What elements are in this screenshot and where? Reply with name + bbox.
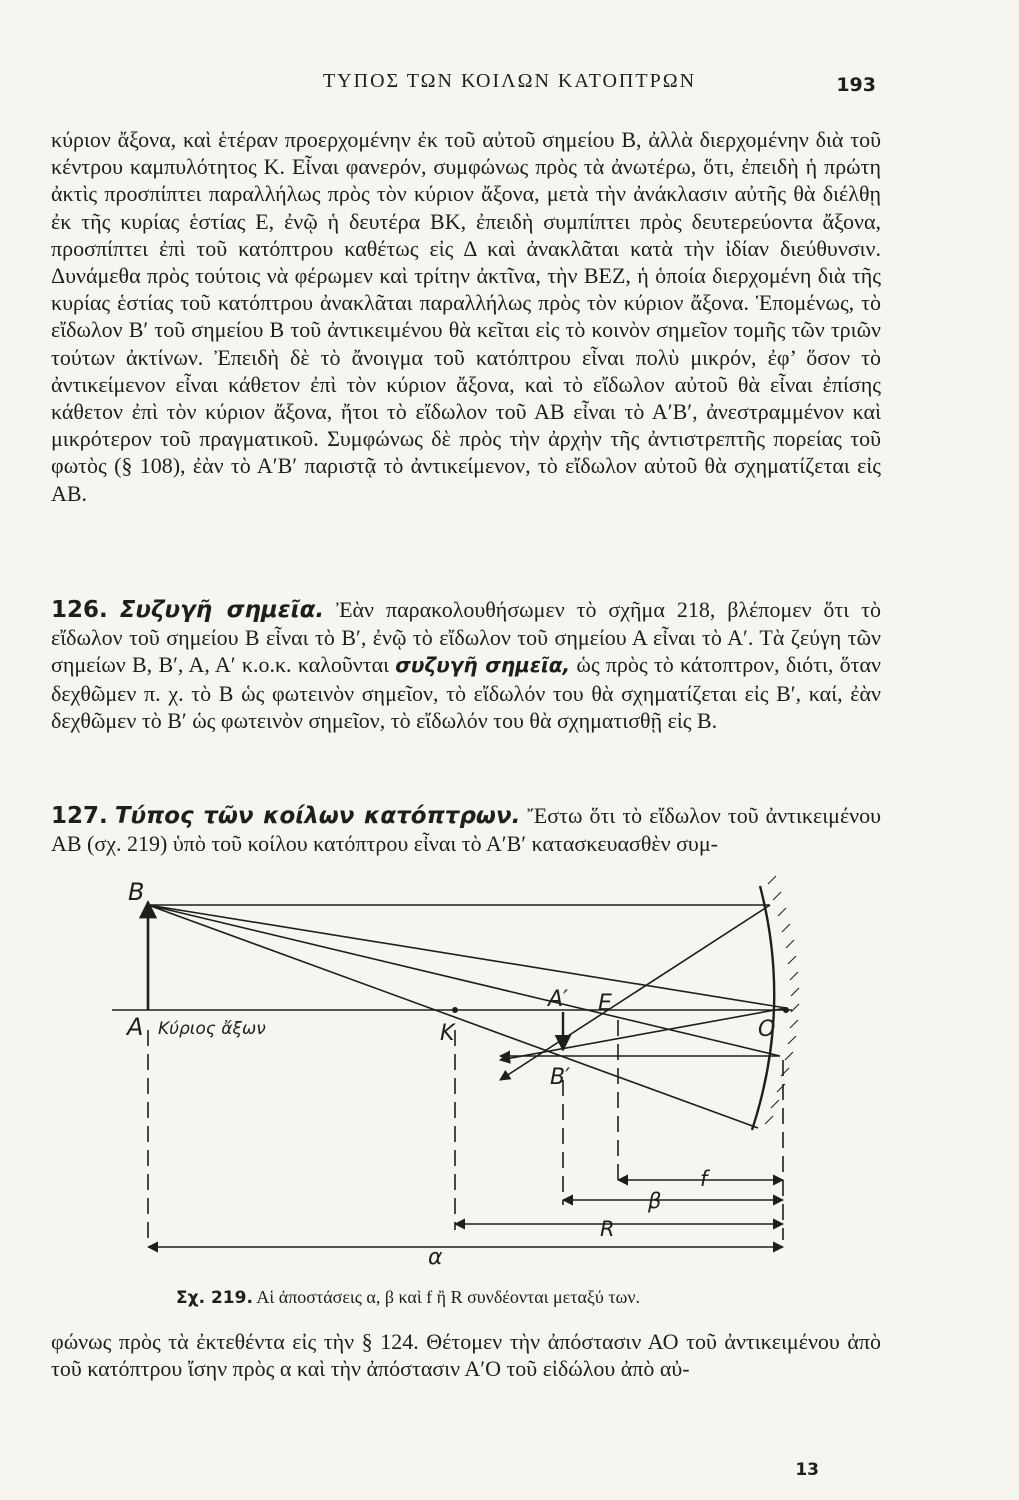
section-126-text-a: Ἐὰν παρακολουθήσωμεν τὸ σχῆμα 218, βλέπομεν ὅτι τὸ εἴδωλον τοῦ σημείου Β εἶναι τὸ Β′, ἐνῷ τὸ εἴδωλον τοῦ σημείου Α εἶναι τὸ Α′. Τὰ ζεύγη τῶν σημείων Β, Β′, Α, Α′ κ.ο.κ. καλοῦνται [51,597,881,678]
point-O [783,1007,789,1013]
running-header-title: ΤΥΠΟΣ ΤΩΝ ΚΟΙΛΩΝ ΚΑΤΟΠΤΡΩΝ [322,70,697,92]
label-alpha: α [428,1245,443,1270]
section-127-text: Ἔστω ὅτι τὸ εἴδωλον τοῦ ἀντικειμένου ΑΒ (σχ. 219) ὑπὸ τοῦ κοίλου κατόπτρου εἶναι τὸ Α′Β′ κατασκευασθὲν συμ- [51,803,882,857]
section-126-term: συζυγῆ σημεῖα, [395,653,571,678]
section-126-text-b: ὡς πρὸς τὸ κάτοπτρον, διότι, ὅταν δεχθῶμεν π. χ. τὸ Β ὡς φωτεινὸν σημεῖον, τὸ εἴδωλόν του θὰ σχηματίζεται εἰς Β′, καί, ἐὰν δεχθῶμεν τὸ Β′ ὡς φωτεινὸν σημεῖον, τὸ εἴδωλόν του θὰ σχηματισθῇ εἰς Β. [51,652,882,733]
label-f: f [700,1167,708,1191]
ray-through-center [148,905,758,1128]
section-126 [51,596,881,734]
page-number: 193 [836,74,876,96]
figure-caption [176,1287,640,1308]
section-126-number: 126. [51,597,108,623]
section-127-number: 127. [51,803,108,829]
mirror-figure [100,875,820,1270]
label-E: E [598,991,612,1016]
caption-number: Σχ. 219. [176,1288,253,1308]
mirror-hatching [765,876,799,1124]
label-B: B [128,878,145,906]
label-A: A [127,1013,144,1041]
section-127 [51,802,881,857]
label-K: K [440,1021,455,1046]
ray-reflected-through-focus [500,905,770,1080]
label-beta: β [648,1189,662,1213]
label-axis: Κύριος ἄξων [158,1019,266,1039]
concave-mirror [752,886,774,1130]
section-127-title: Τύπος τῶν κοίλων κατόπτρων. [114,803,521,829]
label-B-prime: B′ [550,1065,571,1090]
label-A-prime: A′ [548,987,569,1012]
ray-reflected-from-vertex [500,1008,786,1060]
paragraph-continuation: κύριον ἄξονα, καὶ ἑτέραν προερχομένην ἐκ τοῦ αὐτοῦ σημείου Β, ἀλλὰ διερχομένην διὰ τοῦ κέντρου καμπυλότητος Κ. Εἶναι φανερόν, συμφώνως πρὸς τὰ ἀνωτέρω, ὅτι, ἐπειδὴ ἡ πρώτη ἀκτὶς προσπίπτει παραλλήλως πρὸς τὸν κύριον ἄξονα, μετὰ τὴν ἀνάκλασιν αὐτῆς θὰ διέλθῃ ἐκ τῆς κυρίας ἑστίας Ε, ἐνῷ ἡ δευτέρα ΒΚ, ἐπειδὴ συμπίπτει πρὸς δευτερεύοντα ἄξονα, προσπίπτει ἐπὶ τοῦ κατόπτρου καθέτως εἰς Δ καὶ ἀνακλᾶται κατὰ τὴν ἰδίαν διεύθυνσιν. Δυνάμεθα πρὸς τούτοις νὰ φέρωμεν καὶ τρίτην ἀκτῖνα, τὴν ΒΕΖ, ἡ ὁποία διερχομένη διὰ τῆς κυρίας ἑστίας τοῦ κατόπτρου ἀνακλᾶται παραλλήλως πρὸς τὸν κύριον ἄξονα. Ἑπομένως, τὸ εἴδωλον Β′ τοῦ σημείου Β τοῦ ἀντικειμένου θὰ κεῖται εἰς τὸ κοινὸν σημεῖον τομῆς τῶν τριῶν τούτων ἀκτίνων. Ἐπειδὴ δὲ τὸ ἄνοιγμα τοῦ κατόπτρου εἶναι πολὺ μικρόν, ἐφ’ ὅσον τὸ ἀντικείμενον εἶναι κάθετον ἐπὶ τὸν κύριον ἄξονα, καὶ τὸ εἴδωλον αὐτοῦ θὰ εἶναι ἐπίσης κάθετον ἐπὶ τὸν κύριον ἄξονα, ἤτοι τὸ εἴδωλον τοῦ ΑΒ εἶναι τὸ Α′Β′, ἀνεστραμμένον καὶ μικρότερον τοῦ πραγματικοῦ. Συμφώνως δὲ πρὸς τὴν ἀρχὴν τῆς ἀντιστρεπτῆς πορείας τοῦ φωτὸς (§ 108), ἐὰν τὸ Α′Β′ παριστᾷ τὸ ἀντικείμενον, τὸ εἴδωλον αὐτοῦ θὰ σχηματίζεται εἰς ΑΒ. [51,127,881,506]
signature-mark: 13 [795,1460,819,1480]
label-R: R [600,1217,615,1241]
paragraph-after-figure: φώνως πρὸς τὰ ἐκτεθέντα εἰς τὴν § 124. Θέτομεν τὴν ἀπόστασιν ΑΟ τοῦ ἀντικειμένου ἀπὸ τοῦ κατόπτρου ἴσην πρὸς α καὶ τὴν ἀπόστασιν Α′Ο τοῦ εἰδώλου ἀπὸ αὐ- [51,1329,881,1382]
caption-text: Αἱ ἀποστάσεις α, β καὶ f ἢ R συνδέονται μεταξύ των. [256,1287,641,1307]
section-126-title: Συζυγῆ σημεῖα. [119,597,325,623]
point-K [452,1007,458,1013]
label-O: O [758,1017,776,1042]
